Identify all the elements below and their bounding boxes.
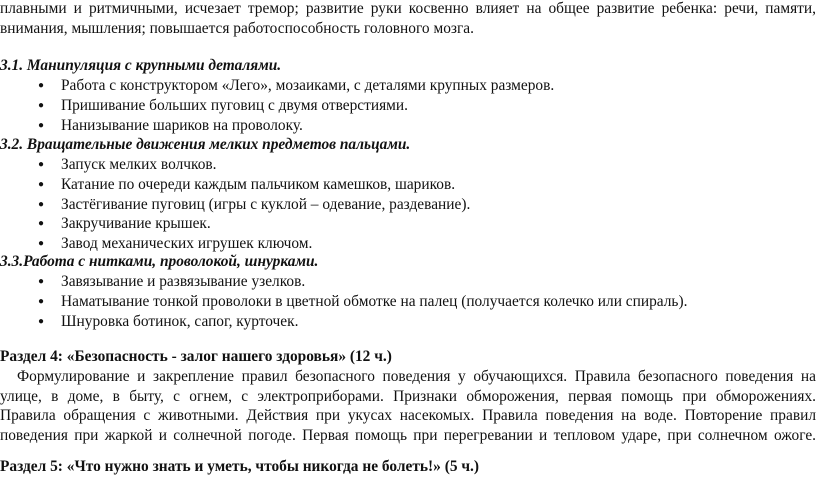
section-4-line-1: Формулирование и закрепление правил безопасного поведения у обучающихся. Правила безопасного поведения на — [17, 368, 816, 385]
bullet-icon: ● — [38, 316, 45, 327]
list-item-text: Застёгивание пуговиц (игры с куклой – одевание, раздевание). — [61, 196, 471, 213]
list-item-text: Запуск мелких волчков. — [61, 156, 217, 173]
list-item-text: Закручивание крышек. — [61, 215, 211, 232]
list-item-text: Пришивание больших пуговиц с двумя отверстиями. — [61, 97, 409, 114]
bullet-icon: ● — [38, 238, 45, 249]
list-item-text: Завод механических игрушек ключом. — [61, 235, 313, 252]
bullet-icon: ● — [38, 179, 45, 190]
list-item-text: Завязывание и развязывание узелков. — [61, 273, 306, 290]
list-item-text: Наматывание тонкой проволоки в цветной обмотке на палец (получается колечко или спираль). — [61, 293, 688, 310]
subsection-title-3-1: 3.1. Манипуляция с крупными деталями. — [0, 57, 282, 74]
bullet-icon: ● — [38, 120, 45, 131]
list-item-text: Нанизывание шариков на проволоку. — [61, 117, 303, 134]
section-4-line-3: Правила обращения с животными. Действия при укусах насекомых. Правила поведения на воде. Повторение правил — [0, 407, 816, 424]
bullet-icon: ● — [38, 199, 45, 210]
section-5-title: Раздел 5: «Что нужно знать и уметь, чтобы никогда не болеть!» (5 ч.) — [0, 458, 480, 475]
intro-line-2: внимания, мышления; повышается работоспособность головного мозга. — [0, 20, 474, 37]
subsection-title-3-3: 3.3.Работа с нитками, проволокой, шнурками. — [0, 253, 319, 270]
list-item-text: Шнуровка ботинок, сапог, курточек. — [61, 313, 299, 330]
bullet-icon: ● — [38, 159, 45, 170]
bullet-icon: ● — [38, 276, 45, 287]
intro-line-1: плавными и ритмичными, исчезает тремор; развитие руки косвенно влияет на общее развитие ребенка: речи, памяти, — [0, 0, 816, 17]
section-4-title: Раздел 4: «Безопасность - залог нашего здоровья» (12 ч.) — [0, 348, 392, 365]
subsection-title-3-2: 3.2. Вращательные движения мелких предметов пальцами. — [0, 136, 411, 153]
bullet-icon: ● — [38, 100, 45, 111]
bullet-icon: ● — [38, 296, 45, 307]
section-4-line-4: поведения при жаркой и солнечной погоде. Первая помощь при перегревании и тепловом ударе, при солнечном ожоге. — [0, 427, 816, 444]
list-item-text: Работа с конструктором «Лего», мозаиками, с деталями крупных размеров. — [61, 77, 555, 94]
bullet-icon: ● — [38, 80, 45, 91]
section-4-line-2: улице, в доме, в быту, с огнем, с электроприборами. Признаки обморожения, первая помощь при обморожениях. — [0, 388, 816, 405]
bullet-icon: ● — [38, 218, 45, 229]
list-item-text: Катание по очереди каждым пальчиком камешков, шариков. — [61, 176, 456, 193]
